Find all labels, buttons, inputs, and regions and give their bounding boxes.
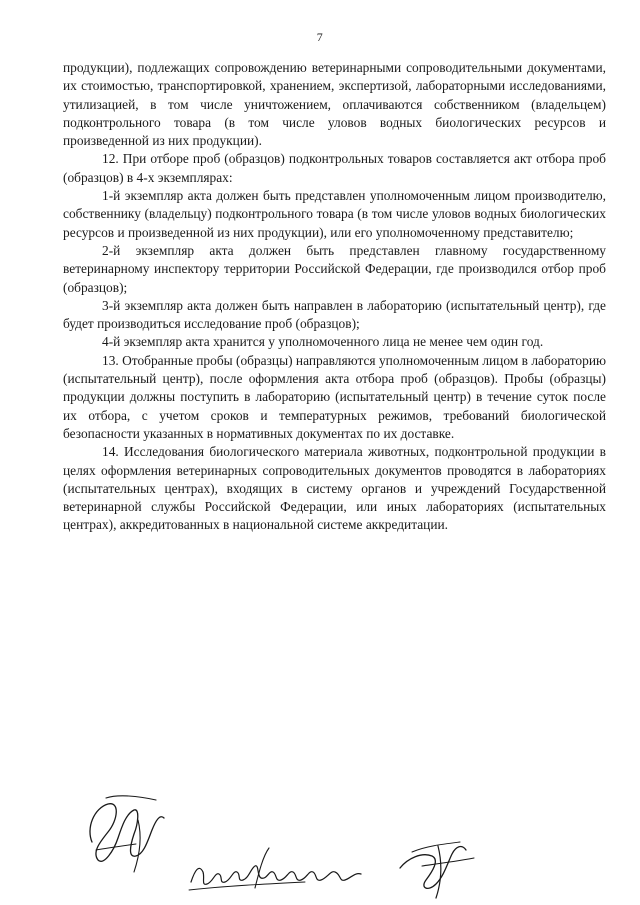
paragraph-copy-2: 2-й экземпляр акта должен быть представлен главному государственному ветеринарному инспектору территории Российской Федерации, где производился отбор проб (образцов); — [63, 242, 606, 295]
paragraph-copy-1: 1-й экземпляр акта должен быть представлен уполномоченным лицом производителю, собственнику (владельцу) подконтрольного товара (в том числе уловов водных биологических ресурсов и произведенной из них продукции), или его уполномоченному представителю; — [63, 188, 606, 240]
signature-icon — [185, 842, 375, 897]
paragraph-copy-3: 3-й экземпляр акта должен быть направлен в лабораторию (испытательный центр), где будет производиться исследование проб (образцов); — [63, 297, 606, 332]
document-body — [63, 59, 606, 535]
signature-icon — [78, 790, 178, 880]
signatures-area — [0, 780, 640, 905]
paragraph-12: 12. При отборе проб (образцов) подконтрольных товаров составляется акт отбора проб (образцов) в 4-х экземплярах: — [63, 151, 606, 185]
paragraph-copy-4: 4-й экземпляр акта хранится у уполномоченного лица не менее чем один год. — [102, 334, 544, 350]
signature-icon — [392, 832, 482, 902]
paragraph-14: 14. Исследования биологического материала животных, подконтрольной продукции в целях оформления ветеринарных сопроводительных документов проводятся в лабораториях (испытательных центрах), входящих в систему органов и учреждений Государственной ветеринарной службы Российской Федерации, или иных лабораториях (испытательных центрах), аккредитованных в национальной системе аккредитации. — [63, 444, 606, 533]
paragraph-13: 13. Отобранные пробы (образцы) направляются уполномоченным лицом в лабораторию (испытательный центр), после оформления акта отбора проб (образцов). Пробы (образцы) продукции должны поступить в лабораторию (испытательный центр) в течение суток после их отбора, с учетом сроков и температурных режимов, требований биологической безопасности указанных в нормативных документах по их доставке. — [63, 352, 606, 441]
page-number: 7 — [316, 30, 324, 44]
paragraph-continuation: продукции), подлежащих сопровождению ветеринарными сопроводительными документами, их стоимостью, транспортировкой, хранением, экспертизой, лабораторными исследованиями, утилизацией, в том числе уничтожением, оплачиваются собственником (владельцем) подконтрольного товара (в том числе уловов водных биологических ресурсов и произведенной из них продукции). — [63, 60, 606, 149]
